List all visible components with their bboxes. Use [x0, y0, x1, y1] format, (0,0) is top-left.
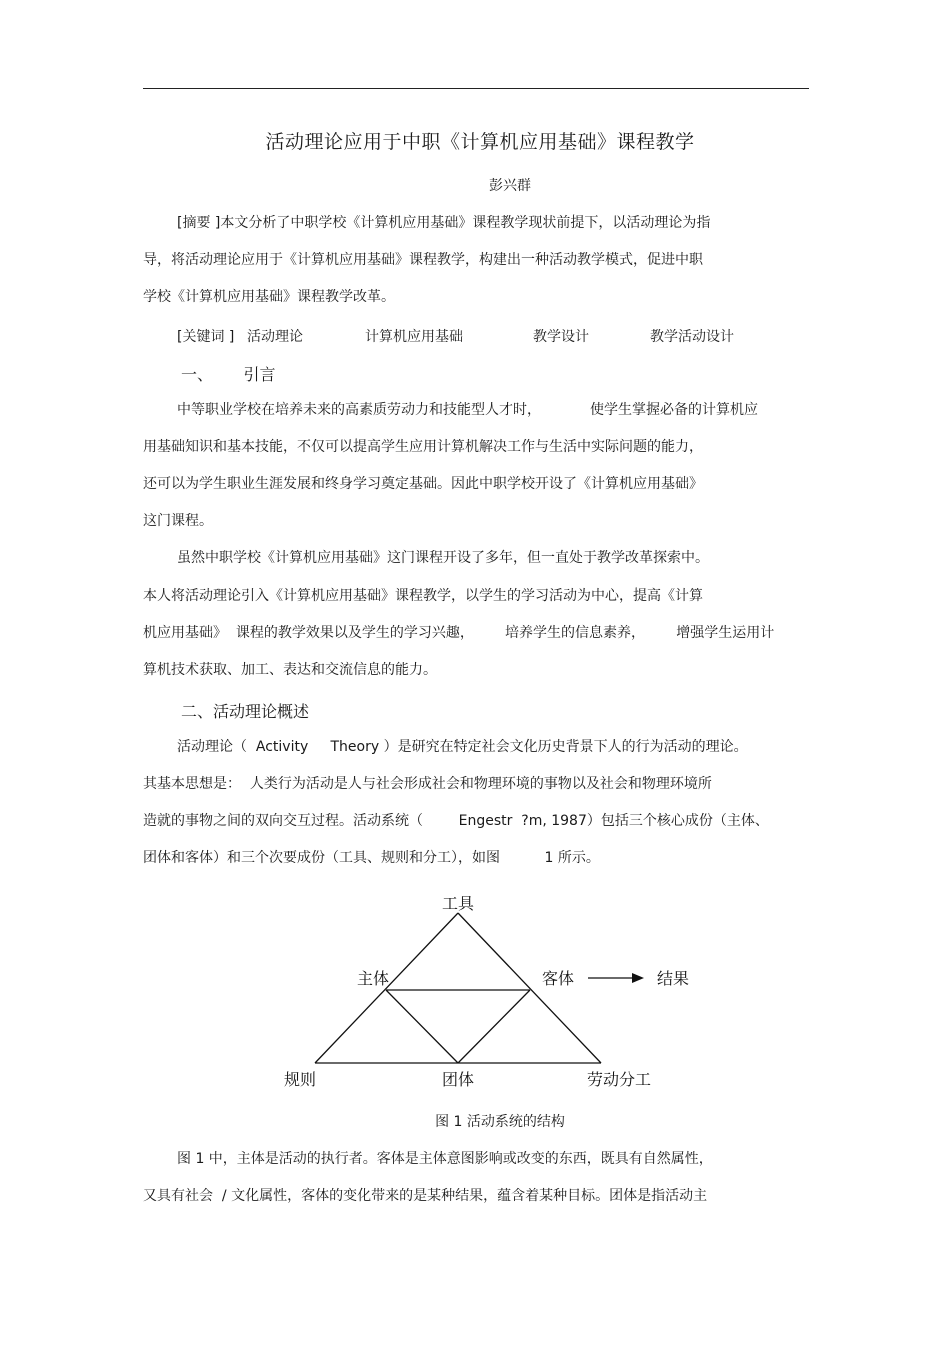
- body-line: 又具有社会 / 文化属性，客体的变化带来的是某种结果，蕴含着某种目标。团体是指活动主: [143, 1188, 708, 1204]
- body-line: 本人将活动理论引入《计算机应用基础》课程教学，以学生的学习活动为中心，提高《计算: [143, 588, 703, 604]
- label-subject: 主体: [357, 969, 390, 988]
- label-division: 劳动分工: [587, 1070, 652, 1089]
- body-line: 机应用基础》 课程的教学效果以及学生的学习兴趣， 培养学生的信息素养， 增强学生运用计: [143, 625, 775, 641]
- abstract-line: 导，将活动理论应用于《计算机应用基础》课程教学，构建出一种活动教学模式，促进中职: [143, 252, 703, 268]
- body-line: 这门课程。: [143, 513, 213, 529]
- header-rule: [143, 88, 809, 89]
- keyword: 教学活动设计: [650, 329, 734, 345]
- paper-title: 活动理论应用于中职《计算机应用基础》课程教学: [265, 131, 695, 153]
- body-line: 算机技术获取、加工、表达和交流信息的能力。: [143, 662, 437, 678]
- object-community-edge: [458, 990, 530, 1063]
- body-line: 造就的事物之间的双向交互过程。活动系统（ Engestr ?m, 1987）包括三个核心成份（主体、: [143, 813, 769, 829]
- keyword: 计算机应用基础: [365, 329, 463, 345]
- body-line: 团体和客体）和三个次要成份（工具、规则和分工），如图 1 所示。: [143, 850, 600, 866]
- author-name: 彭兴群: [489, 178, 531, 194]
- label-rules: 规则: [284, 1070, 317, 1089]
- outcome-arrow-head: [632, 973, 644, 983]
- body-line: 图 1 中，主体是活动的执行者。客体是主体意图影响或改变的东西，既具有自然属性，: [177, 1151, 713, 1167]
- body-line: 活动理论（ Activity Theory ）是研究在特定社会文化历史背景下人的行为活动的理论。: [177, 739, 748, 755]
- keyword: 活动理论: [247, 329, 303, 345]
- section-heading: 二、活动理论概述: [181, 702, 310, 721]
- label-community: 团体: [442, 1070, 475, 1089]
- body-line: 其基本思想是： 人类行为活动是人与社会形成社会和物理环境的事物以及社会和物理环境所: [143, 776, 712, 792]
- body-line: 用基础知识和基本技能，不仅可以提高学生应用计算机解决工作与生活中实际问题的能力，: [143, 439, 703, 455]
- activity-system-diagram: [270, 885, 690, 1095]
- subject-community-edge: [386, 990, 458, 1063]
- body-line: 虽然中职学校《计算机应用基础》这门课程开设了多年，但一直处于教学改革探索中。: [177, 550, 709, 566]
- label-object: 客体: [542, 969, 575, 988]
- label-tool: 工具: [442, 894, 475, 913]
- label-outcome: 结果: [657, 969, 690, 988]
- body-line: 还可以为学生职业生涯发展和终身学习奠定基础。因此中职学校开设了《计算机应用基础》: [143, 476, 703, 492]
- keywords-label: [关键词 ]: [177, 329, 235, 345]
- abstract-line: 学校《计算机应用基础》课程教学改革。: [143, 289, 395, 305]
- section-heading: 一、 引言: [181, 365, 276, 384]
- keyword: 教学设计: [533, 329, 589, 345]
- body-line: 中等职业学校在培养未来的高素质劳动力和技能型人才时， 使学生掌握必备的计算机应: [177, 402, 758, 418]
- figure-caption: 图 1 活动系统的结构: [435, 1114, 565, 1130]
- abstract-line: [摘要 ]本文分析了中职学校《计算机应用基础》课程教学现状前提下，以活动理论为指: [177, 215, 711, 231]
